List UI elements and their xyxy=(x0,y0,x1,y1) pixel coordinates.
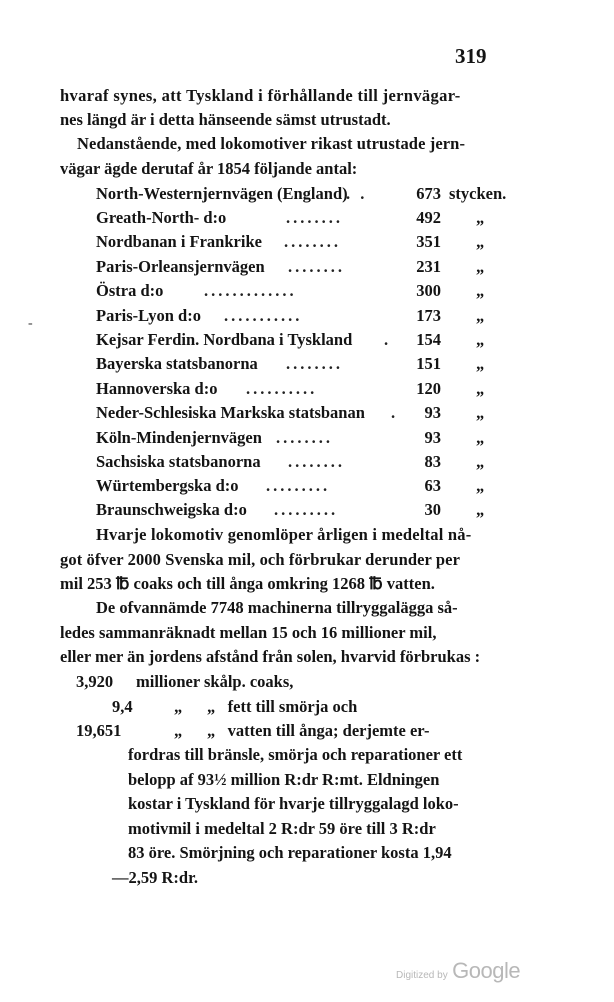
table-row xyxy=(96,281,526,301)
table-row xyxy=(96,354,526,374)
railway-name: Hannoverska d:o xyxy=(96,379,218,398)
locomotive-count: 30 xyxy=(424,500,441,519)
railway-name: Östra d:o xyxy=(96,281,164,300)
locomotive-count: 63 xyxy=(424,476,441,495)
railway-name: Bayerska statsbanorna xyxy=(96,354,258,373)
count-unit: „ xyxy=(476,403,485,422)
locomotive-count: 93 xyxy=(424,403,441,422)
count-unit: stycken. xyxy=(449,184,507,203)
railway-name: North-Westernjernvägen (England) xyxy=(96,184,348,203)
locomotive-count: 492 xyxy=(416,208,441,227)
leader-dots: . . xyxy=(346,184,368,203)
page-number: 319 xyxy=(455,44,487,68)
leader-dots: ........ xyxy=(288,452,345,471)
consumption-amount-3: 19,651 xyxy=(76,721,122,740)
intro-line-3: Nedanstående, med lokomotiver rikast utrustade jern- xyxy=(77,134,466,153)
leader-dots: ......... xyxy=(274,500,339,519)
google-logo: Google xyxy=(452,958,521,983)
table-row xyxy=(96,306,526,326)
table-row xyxy=(96,208,526,228)
railway-name: Köln-Mindenjernvägen xyxy=(96,428,262,447)
table-row xyxy=(96,476,526,496)
closing-line-4: motivmil i medeltal 2 R:dr 59 öre till 3 R:dr xyxy=(128,819,436,838)
closing-line-6: —2,59 R:dr. xyxy=(112,868,199,887)
count-unit: „ xyxy=(476,476,485,495)
table-row xyxy=(96,232,526,252)
railway-name: Neder-Schlesiska Markska statsbanan xyxy=(96,403,365,422)
margin-mark: - xyxy=(28,316,33,331)
digitized-by-text: Digitized by xyxy=(396,970,448,981)
leader-dots: ......... xyxy=(266,476,331,495)
leader-dots: ........... xyxy=(224,306,303,325)
railway-name: Paris-Orleansjernvägen xyxy=(96,257,265,276)
leader-dots: ........ xyxy=(276,428,333,447)
count-unit: „ xyxy=(476,452,485,471)
body-line-5: ledes sammanräknadt mellan 15 och 16 millioner mil, xyxy=(60,623,437,642)
count-unit: „ xyxy=(476,257,485,276)
locomotive-count: 300 xyxy=(416,281,441,300)
leader-dots: . xyxy=(384,330,392,349)
locomotive-count: 351 xyxy=(416,232,441,251)
leader-dots: ........ xyxy=(286,354,343,373)
locomotive-count: 93 xyxy=(424,428,441,447)
leader-dots: ........ xyxy=(286,208,343,227)
table-row xyxy=(96,184,526,204)
railway-name: Würtembergska d:o xyxy=(96,476,239,495)
count-unit: „ xyxy=(476,354,485,373)
closing-line-3: kostar i Tyskland för hvarje tillryggalagd loko- xyxy=(128,794,459,813)
railway-name: Nordbanan i Frankrike xyxy=(96,232,262,251)
consumption-text-1: millioner skålp. coaks, xyxy=(136,672,294,691)
intro-line-4: vägar ägde derutaf år 1854 följande antal: xyxy=(60,159,358,178)
body-line-2: got öfver 2000 Svenska mil, och förbrukar derunder per xyxy=(60,550,461,569)
consumption-text-3: „ „ vatten till ånga; derjemte er- xyxy=(174,721,430,740)
leader-dots: ........ xyxy=(288,257,345,276)
leader-dots: ............. xyxy=(204,281,297,300)
body-line-6: eller mer än jordens afstånd från solen, hvarvid förbrukas : xyxy=(60,647,481,666)
intro-line-1: hvaraf synes, att Tyskland i förhållande till jernvägar- xyxy=(60,86,461,105)
table-row xyxy=(96,452,526,472)
body-line-3: mil 253 ℔ coaks och till ånga omkring 1268 ℔ vatten. xyxy=(60,574,435,593)
intro-line-2: nes längd är i detta hänseende sämst utrustadt. xyxy=(60,110,391,129)
body-line-1: Hvarje lokomotiv genomlöper årligen i medeltal nå- xyxy=(96,525,472,544)
locomotive-count: 231 xyxy=(416,257,441,276)
closing-line-5: 83 öre. Smörjning och reparationer kosta 1,94 xyxy=(128,843,452,862)
table-row xyxy=(96,330,526,350)
table-row xyxy=(96,403,526,423)
locomotive-count: 154 xyxy=(416,330,441,349)
railway-name: Kejsar Ferdin. Nordbana i Tyskland xyxy=(96,330,353,349)
count-unit: „ xyxy=(476,379,485,398)
leader-dots: ........ xyxy=(284,232,341,251)
count-unit: „ xyxy=(476,208,485,227)
count-unit: „ xyxy=(476,428,485,447)
table-row xyxy=(96,500,526,520)
body-line-4: De ofvannämde 7748 machinerna tillryggalägga så- xyxy=(96,598,458,617)
railway-name: Paris-Lyon d:o xyxy=(96,306,201,325)
count-unit: „ xyxy=(476,281,485,300)
leader-dots: . xyxy=(391,403,399,422)
table-row xyxy=(96,428,526,448)
consumption-amount-2: 9,4 xyxy=(112,697,133,716)
count-unit: „ xyxy=(476,330,485,349)
google-watermark xyxy=(396,958,520,984)
count-unit: „ xyxy=(476,500,485,519)
railway-name: Greath-North- d:o xyxy=(96,208,227,227)
table-row xyxy=(96,379,526,399)
consumption-amount-1: 3,920 xyxy=(76,672,114,691)
locomotive-count: 151 xyxy=(416,354,441,373)
consumption-text-2: „ „ fett till smörja och xyxy=(174,697,358,716)
count-unit: „ xyxy=(476,232,485,251)
railway-name: Sachsiska statsbanorna xyxy=(96,452,261,471)
locomotive-count: 120 xyxy=(416,379,441,398)
locomotive-count: 173 xyxy=(416,306,441,325)
count-unit: „ xyxy=(476,306,485,325)
locomotive-count: 673 xyxy=(416,184,441,203)
railway-name: Braunschweigska d:o xyxy=(96,500,247,519)
locomotive-count: 83 xyxy=(424,452,441,471)
table-row xyxy=(96,257,526,277)
closing-line-2: belopp af 93½ million R:dr R:mt. Eldningen xyxy=(128,770,440,789)
closing-line-1: fordras till bränsle, smörja och reparationer ett xyxy=(128,745,463,764)
leader-dots: .......... xyxy=(246,379,318,398)
